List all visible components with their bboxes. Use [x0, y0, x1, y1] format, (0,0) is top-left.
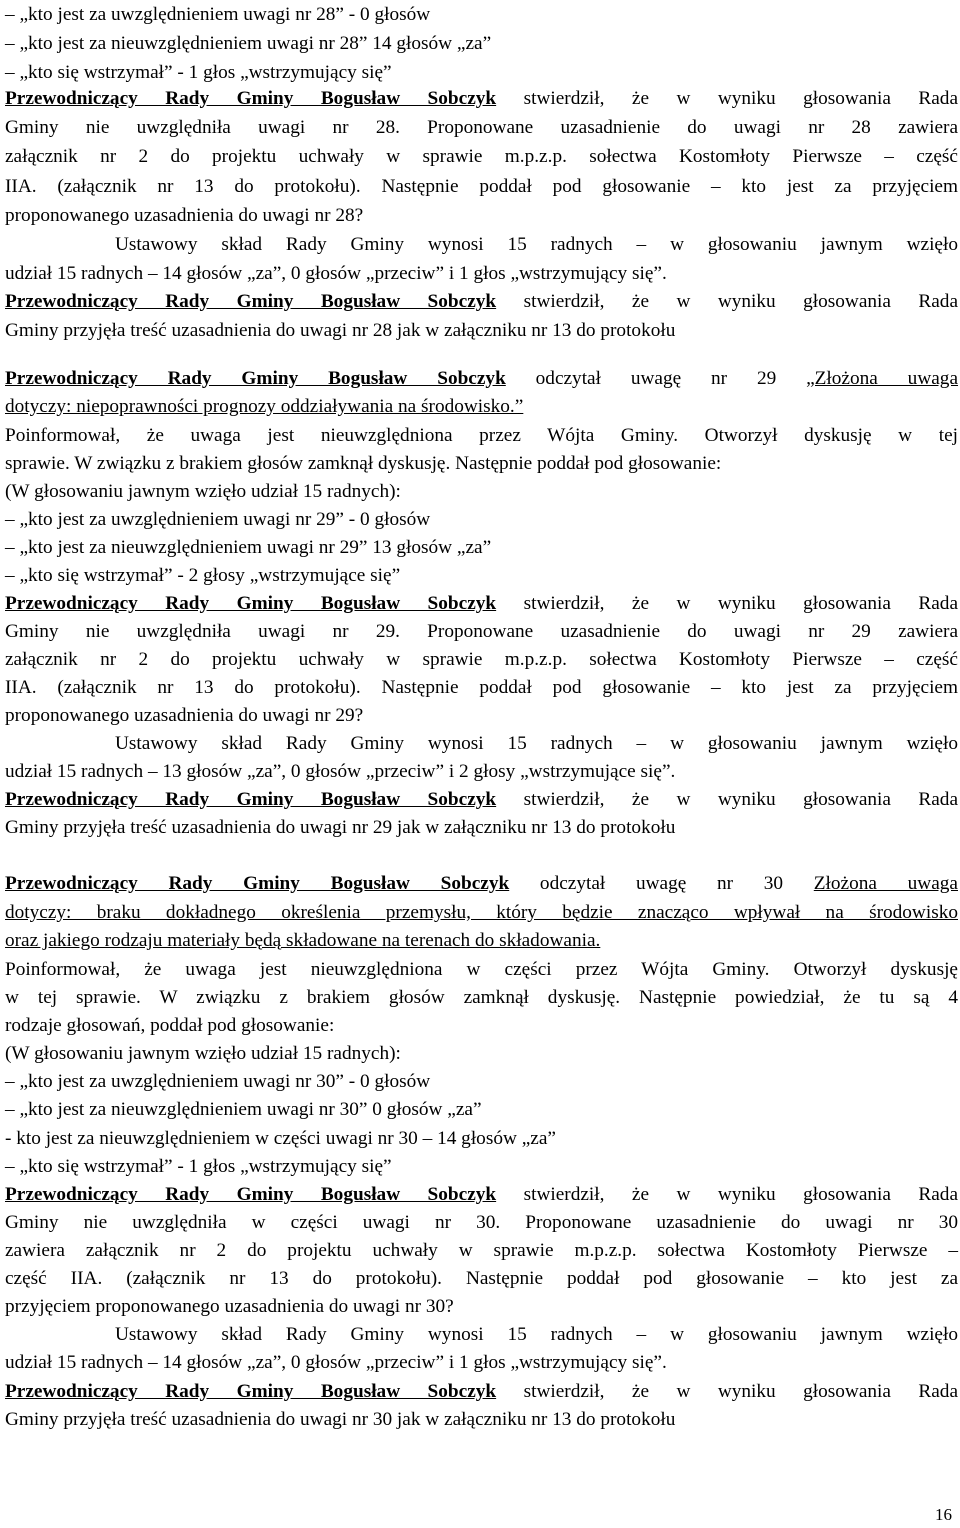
text-line: Gminy nie uwzględniła w części uwagi nr 30. Proponowane uzasadnienie do uwagi nr 30: [5, 1212, 958, 1233]
text-line: Przewodniczący Rady Gminy Bogusław Sobczyk stwierdził, że w wyniku głosowania Rada: [5, 593, 958, 614]
chairman-name: Przewodniczący Rady Gminy Bogusław Sobczyk: [5, 291, 497, 312]
text-line: Przewodniczący Rady Gminy Bogusław Sobczyk odczytał uwagę nr 29 „Złożona uwaga: [5, 368, 959, 389]
vote-line: – „kto jest za nieuwzględnieniem uwagi nr 30” 0 głosów „za”: [5, 1099, 482, 1120]
text-line: załącznik nr 2 do projektu uchwały w sprawie m.p.z.p. sołectwa Kostomłoty Pierwsze – część: [5, 649, 958, 670]
text-line: Przewodniczący Rady Gminy Bogusław Sobczyk stwierdził, że w wyniku głosowania Rada: [5, 1381, 958, 1402]
vote-line: – „kto się wstrzymał” - 1 głos „wstrzymujący się”: [5, 1156, 392, 1177]
text-line: Ustawowy skład Rady Gminy wynosi 15 radnych – w głosowaniu jawnym wzięło: [115, 1324, 958, 1345]
remark-quote: Złożona uwaga: [813, 873, 958, 894]
text-line: proponowanego uzasadnienia do uwagi nr 29?: [5, 705, 364, 726]
chairman-name: Przewodniczący Rady Gminy Bogusław Sobczyk: [5, 1381, 497, 1402]
text-line: część IIA. (załącznik nr 13 do protokołu). Następnie poddał pod głosowanie – kto jest za: [5, 1268, 958, 1289]
text-line: IIA. (załącznik nr 13 do protokołu). Następnie poddał pod głosowanie – kto jest za przyjęciem: [5, 176, 958, 197]
text-line: przyjęciem proponowanego uzasadnienia do uwagi nr 30?: [5, 1296, 454, 1317]
text-line: Przewodniczący Rady Gminy Bogusław Sobczyk odczytał uwagę nr 30 Złożona uwaga: [5, 873, 958, 894]
text-line: załącznik nr 2 do projektu uchwały w sprawie m.p.z.p. sołectwa Kostomłoty Pierwsze – część: [5, 146, 958, 167]
text-line: rodzaje głosowań, poddał pod głosowanie:: [5, 1015, 335, 1036]
text-line: udział 15 radnych – 14 głosów „za”, 0 głosów „przeciw” i 1 głos „wstrzymujący się”.: [5, 1352, 667, 1373]
chairman-name: Przewodniczący Rady Gminy Bogusław Sobczyk: [5, 88, 497, 109]
chairman-name: Przewodniczący Rady Gminy Bogusław Sobczyk: [5, 593, 497, 614]
text-line: Ustawowy skład Rady Gminy wynosi 15 radnych – w głosowaniu jawnym wzięło: [115, 234, 958, 255]
text-line: Gminy przyjęła treść uzasadnienia do uwagi nr 29 jak w załączniku nr 13 do protokołu: [5, 817, 676, 838]
vote-line: – „kto jest za uwzględnieniem uwagi nr 29” - 0 głosów: [5, 509, 431, 530]
text-line: Przewodniczący Rady Gminy Bogusław Sobczyk stwierdził, że w wyniku głosowania Rada: [5, 789, 958, 810]
text-line: Gminy przyjęła treść uzasadnienia do uwagi nr 28 jak w załączniku nr 13 do protokołu: [5, 320, 676, 341]
text-line: IIA. (załącznik nr 13 do protokołu). Następnie poddał pod głosowanie – kto jest za przyjęciem: [5, 677, 958, 698]
text-line: (W głosowaniu jawnym wzięło udział 15 radnych):: [5, 1043, 401, 1064]
vote-line: – „kto się wstrzymał” - 1 głos „wstrzymujący się”: [5, 62, 392, 83]
text-line: udział 15 radnych – 13 głosów „za”, 0 głosów „przeciw” i 2 głosy „wstrzymujące się”.: [5, 761, 676, 782]
remark-quote: dotyczy: niepoprawności prognozy oddziaływania na środowisko.”: [5, 396, 524, 417]
text-line: Przewodniczący Rady Gminy Bogusław Sobczyk stwierdził, że w wyniku głosowania Rada: [5, 291, 958, 312]
chairman-name: Przewodniczący Rady Gminy Bogusław Sobczyk: [5, 1184, 497, 1205]
vote-line: – „kto się wstrzymał” - 2 głosy „wstrzymujące się”: [5, 565, 401, 586]
vote-line: – „kto jest za uwzględnieniem uwagi nr 28” - 0 głosów: [5, 4, 431, 25]
text-line: w tej sprawie. W związku z brakiem głosów zamknął dyskusję. Następnie powiedział, że tu są 4: [5, 987, 958, 1008]
vote-line: – „kto jest za uwzględnieniem uwagi nr 30” - 0 głosów: [5, 1071, 431, 1092]
text-line: (W głosowaniu jawnym wzięło udział 15 radnych):: [5, 481, 401, 502]
text-line: Gminy nie uwzględniła uwagi nr 28. Proponowane uzasadnienie do uwagi nr 28 zawiera: [5, 117, 958, 138]
text-line: Ustawowy skład Rady Gminy wynosi 15 radnych – w głosowaniu jawnym wzięło: [115, 733, 958, 754]
chairman-name: Przewodniczący Rady Gminy Bogusław Sobczyk: [5, 873, 510, 894]
remark-quote: dotyczy: braku dokładnego określenia przemysłu, który będzie znacząco wpływał na środowisko: [5, 902, 958, 923]
text-line: Poinformował, że uwaga jest nieuwzględniona w części przez Wójta Gminy. Otworzył dyskusję: [5, 959, 958, 980]
text-line: Gminy przyjęła treść uzasadnienia do uwagi nr 30 jak w załączniku nr 13 do protokołu: [5, 1409, 676, 1430]
text-line: Gminy nie uwzględniła uwagi nr 29. Proponowane uzasadnienie do uwagi nr 29 zawiera: [5, 621, 958, 642]
text-line: zawiera załącznik nr 2 do projektu uchwały w sprawie m.p.z.p. sołectwa Kostomłoty Pierwsze –: [5, 1240, 958, 1261]
text-line: sprawie. W związku z brakiem głosów zamknął dyskusję. Następnie poddał pod głosowanie:: [5, 453, 722, 474]
vote-line: – „kto jest za nieuwzględnieniem uwagi nr 28” 14 głosów „za”: [5, 33, 492, 54]
vote-line: - kto jest za nieuwzględnieniem w części uwagi nr 30 – 14 głosów „za”: [5, 1128, 556, 1149]
text-line: Poinformował, że uwaga jest nieuwzględniona przez Wójta Gminy. Otworzył dyskusję w tej: [5, 425, 958, 446]
text-line: Przewodniczący Rady Gminy Bogusław Sobczyk stwierdził, że w wyniku głosowania Rada: [5, 1184, 958, 1205]
chairman-name: Przewodniczący Rady Gminy Bogusław Sobczyk: [5, 368, 506, 389]
text-line: Przewodniczący Rady Gminy Bogusław Sobczyk stwierdził, że w wyniku głosowania Rada: [5, 88, 958, 109]
text-line: proponowanego uzasadnienia do uwagi nr 28?: [5, 205, 364, 226]
vote-line: – „kto jest za nieuwzględnieniem uwagi nr 29” 13 głosów „za”: [5, 537, 492, 558]
chairman-name: Przewodniczący Rady Gminy Bogusław Sobczyk: [5, 789, 497, 810]
text-line: udział 15 radnych – 14 głosów „za”, 0 głosów „przeciw” i 1 głos „wstrzymujący się”.: [5, 263, 667, 284]
remark-quote: oraz jakiego rodzaju materiały będą składowane na terenach do składowania.: [5, 930, 601, 951]
page-number: 16: [935, 1505, 952, 1524]
remark-quote: „Złożona uwaga: [806, 368, 959, 389]
